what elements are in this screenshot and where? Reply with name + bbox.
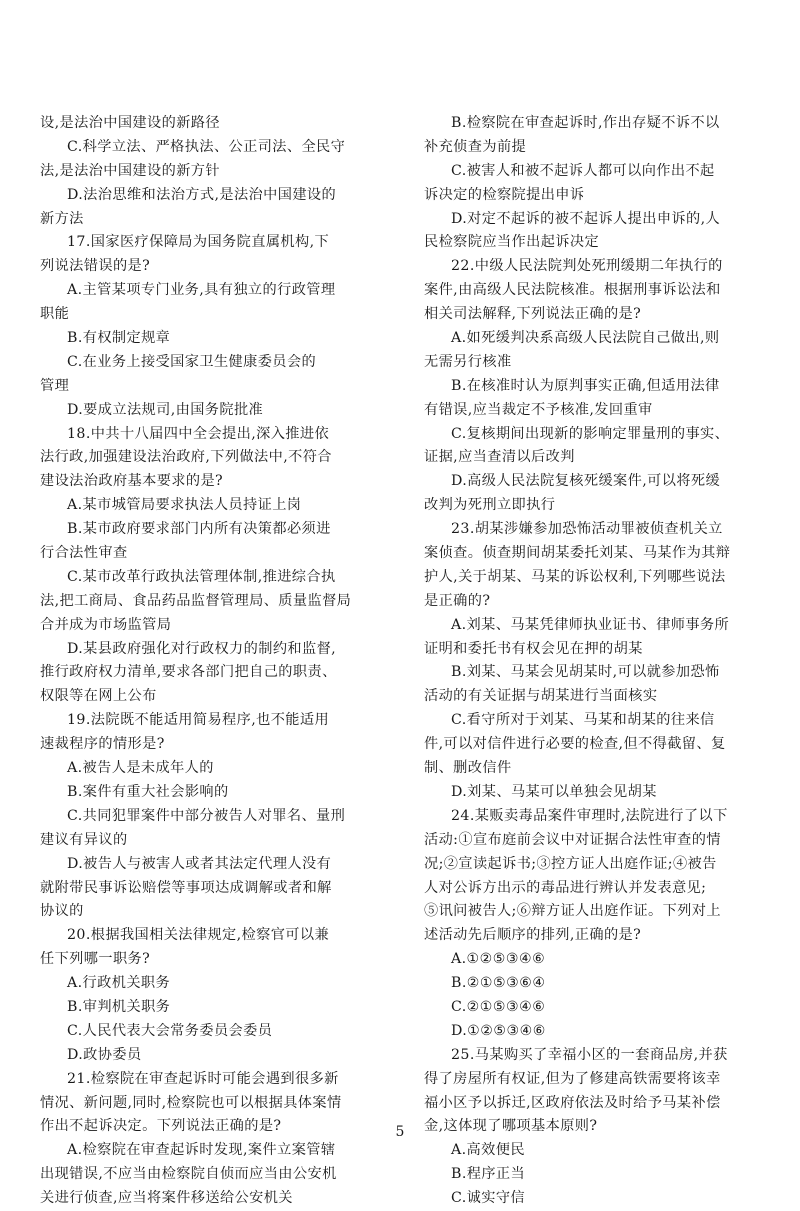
text-line: 合并成为市场监管局: [40, 616, 172, 633]
text-line: D.法治思维和法治方式,是法治中国建设的: [67, 186, 337, 203]
text-line: 活动:①宣布庭前会议中对证据合法性审查的情: [424, 831, 721, 848]
text-line: 得了房屋所有权证,但为了修建高铁需要将该幸: [424, 1070, 721, 1087]
text-line: ⑤讯问被告人;⑥辩方证人出庭作证。下列对上: [424, 903, 721, 920]
text-line: 件,可以对信件进行必要的检查,但不得截留、复: [424, 736, 726, 753]
text-line: B.检察院在审查起诉时,作出存疑不诉不以: [451, 115, 720, 131]
text-line: A.某市城管局要求执法人员持证上岗: [67, 497, 302, 514]
text-line: 作出不起诉决定。下列说法正确的是?: [40, 1118, 282, 1135]
text-line: D.某县政府强化对行政权力的制约和监督,: [67, 640, 337, 657]
text-line: B.在核准时认为原判事实正确,但适用法律: [451, 377, 720, 394]
text-line: 就附带民事诉讼赔偿等事项达成调解或者和解: [40, 879, 332, 896]
text-line: D.对定不起诉的被不起诉人提出申诉的,人: [451, 210, 721, 227]
text-line: D.高级人民法院复核死缓案件,可以将死缓: [451, 473, 721, 490]
text-line: 建设法治政府基本要求的是?: [40, 473, 224, 490]
text-line: 况;②宣读起诉书;③控方证人出庭作证;④被告: [424, 855, 717, 872]
text-line: 出现错误,不应当由检察院自侦而应当由公安机: [40, 1166, 337, 1183]
text-line: A.主管某项专门业务,具有独立的行政管理: [67, 282, 336, 299]
text-line: 21.检察院在审查起诉时可能会遇到很多新: [67, 1070, 339, 1087]
text-line: C.②①⑤③④⑥: [451, 998, 546, 1015]
text-line: 协议的: [40, 903, 84, 920]
text-line: C.诚实守信: [451, 1190, 526, 1207]
text-line: C.科学立法、严格执法、公正司法、全民守: [67, 138, 346, 155]
text-line: A.①②⑤③④⑥: [451, 951, 546, 968]
right-column: [424, 112, 760, 1211]
text-line: D.刘某、马某可以单独会见胡某: [451, 783, 657, 800]
text-line: C.共同犯罪案件中部分被告人对罪名、量刑: [67, 807, 346, 824]
text-line: 案件,由高级人民法院核准。根据刑事诉讼法和: [424, 282, 721, 299]
text-line: 补充侦查为前提: [424, 138, 527, 155]
text-line: A.刘某、马某凭律师执业证书、律师事务所: [451, 616, 730, 633]
text-line: A.如死缓判决系高级人民法院自己做出,则: [451, 330, 720, 347]
text-line: B.审判机关职务: [67, 998, 171, 1015]
text-line: 建议有异议的: [40, 831, 128, 848]
text-line: 关进行侦查,应当将案件移送给公安机关: [40, 1190, 293, 1207]
text-line: A.检察院在审查起诉时发现,案件立案管辖: [67, 1142, 336, 1159]
text-line: 18.中共十八届四中全会提出,深入推进依: [67, 425, 330, 442]
text-line: 活动的有关证据与胡某进行当面核实: [424, 688, 658, 705]
text-line: 是正确的?: [424, 592, 491, 609]
text-line: 20.根据我国相关法律规定,检察官可以兼: [67, 927, 330, 944]
text-line: 改判为死刑立即执行: [424, 497, 556, 514]
text-line: 行合法性审查: [40, 545, 128, 562]
text-line: 管理: [40, 377, 70, 394]
text-line: D.被告人与被害人或者其法定代理人没有: [67, 855, 332, 872]
text-line: 相关司法解释,下列说法正确的是?: [424, 306, 642, 323]
text-line: 证据,应当查清以后改判: [424, 449, 575, 466]
text-line: 列说法错误的是?: [40, 258, 151, 275]
text-line: 22.中级人民法院判处死刑缓期二年执行的: [451, 258, 723, 275]
text-line: B.刘某、马某会见胡某时,可以就参加恐怖: [451, 664, 720, 681]
text-line: 19.法院既不能适用简易程序,也不能适用: [67, 712, 330, 729]
text-line: 速裁程序的情形是?: [40, 736, 165, 753]
text-line: A.被告人是未成年人的: [67, 760, 214, 777]
text-line: B.有权制定规章: [67, 330, 171, 347]
text-line: A.高效便民: [451, 1142, 525, 1159]
text-line: 推行政府权力清单,要求各部门把自己的职责、: [40, 664, 337, 681]
text-line: 人对公诉方出示的毒品进行辨认并发表意见;: [424, 879, 707, 896]
text-line: 23.胡某涉嫌参加恐怖活动罪被侦查机关立: [451, 521, 723, 538]
text-line: 民检察院应当作出起诉决定: [424, 234, 600, 251]
text-line: 职能: [40, 306, 70, 323]
text-line: B.程序正当: [451, 1166, 526, 1183]
left-column: [40, 112, 376, 1211]
text-line: D.政协委员: [67, 1046, 142, 1063]
text-line: B.某市政府要求部门内所有决策都必须进: [67, 521, 331, 538]
text-line: 24.某贩卖毒品案件审理时,法院进行了以下: [451, 807, 728, 824]
text-line: C.人民代表大会常务委员会委员: [67, 1022, 273, 1039]
text-line: 制、删改信件: [424, 760, 512, 777]
text-line: C.看守所对于刘某、马某和胡某的往来信: [451, 712, 715, 729]
text-line: 金,这体现了哪项基本原则?: [424, 1118, 598, 1135]
text-line: 福小区予以拆迁,区政府依法及时给予马某补偿: [424, 1094, 721, 1111]
text-line: 任下列哪一职务?: [40, 951, 151, 968]
text-line: 案侦查。侦查期间胡某委托刘某、马某作为其辩: [424, 545, 731, 562]
text-line: D.①②⑤③④⑥: [451, 1022, 546, 1039]
text-line: 诉决定的检察院提出申诉: [424, 186, 585, 203]
text-line: 设,是法治中国建设的新路径: [40, 115, 220, 131]
text-line: C.复核期间出现新的影响定罪量刑的事实、: [451, 425, 730, 442]
text-line: 护人,关于胡某、马某的诉讼权利,下列哪些说法: [424, 568, 726, 585]
text-line: 权限等在网上公布: [40, 688, 157, 705]
text-line: B.案件有重大社会影响的: [67, 783, 229, 800]
text-line: 无需另行核准: [424, 353, 512, 370]
text-line: 17.国家医疗保障局为国务院直属机构,下: [67, 234, 330, 251]
page-number: 5: [395, 1124, 405, 1140]
text-line: 法行政,加强建设法治政府,下列做法中,不符合: [40, 449, 332, 466]
text-line: D.要成立法规司,由国务院批准: [67, 401, 264, 418]
text-line: 法,把工商局、食品药品监督管理局、质量监督局: [40, 592, 352, 609]
text-line: C.某市改革行政执法管理体制,推进综合执: [67, 568, 336, 585]
text-line: C.被害人和被不起诉人都可以向作出不起: [451, 162, 715, 179]
text-line: 新方法: [40, 210, 84, 227]
text-line: 情况、新问题,同时,检察院也可以根据具体案情: [40, 1094, 342, 1111]
text-line: A.行政机关职务: [67, 975, 171, 992]
text-line: 有错误,应当裁定不予核准,发回重审: [424, 401, 653, 418]
text-line: 述活动先后顺序的排列,正确的是?: [424, 927, 642, 944]
text-line: 法,是法治中国建设的新方针: [40, 162, 220, 179]
text-line: 25.马某购买了幸福小区的一套商品房,并获: [451, 1046, 728, 1063]
text-line: B.②①⑤③⑥④: [451, 975, 546, 992]
text-line: 证明和委托书有权会见在押的胡某: [424, 640, 643, 657]
text-line: C.在业务上接受国家卫生健康委员会的: [67, 353, 317, 370]
